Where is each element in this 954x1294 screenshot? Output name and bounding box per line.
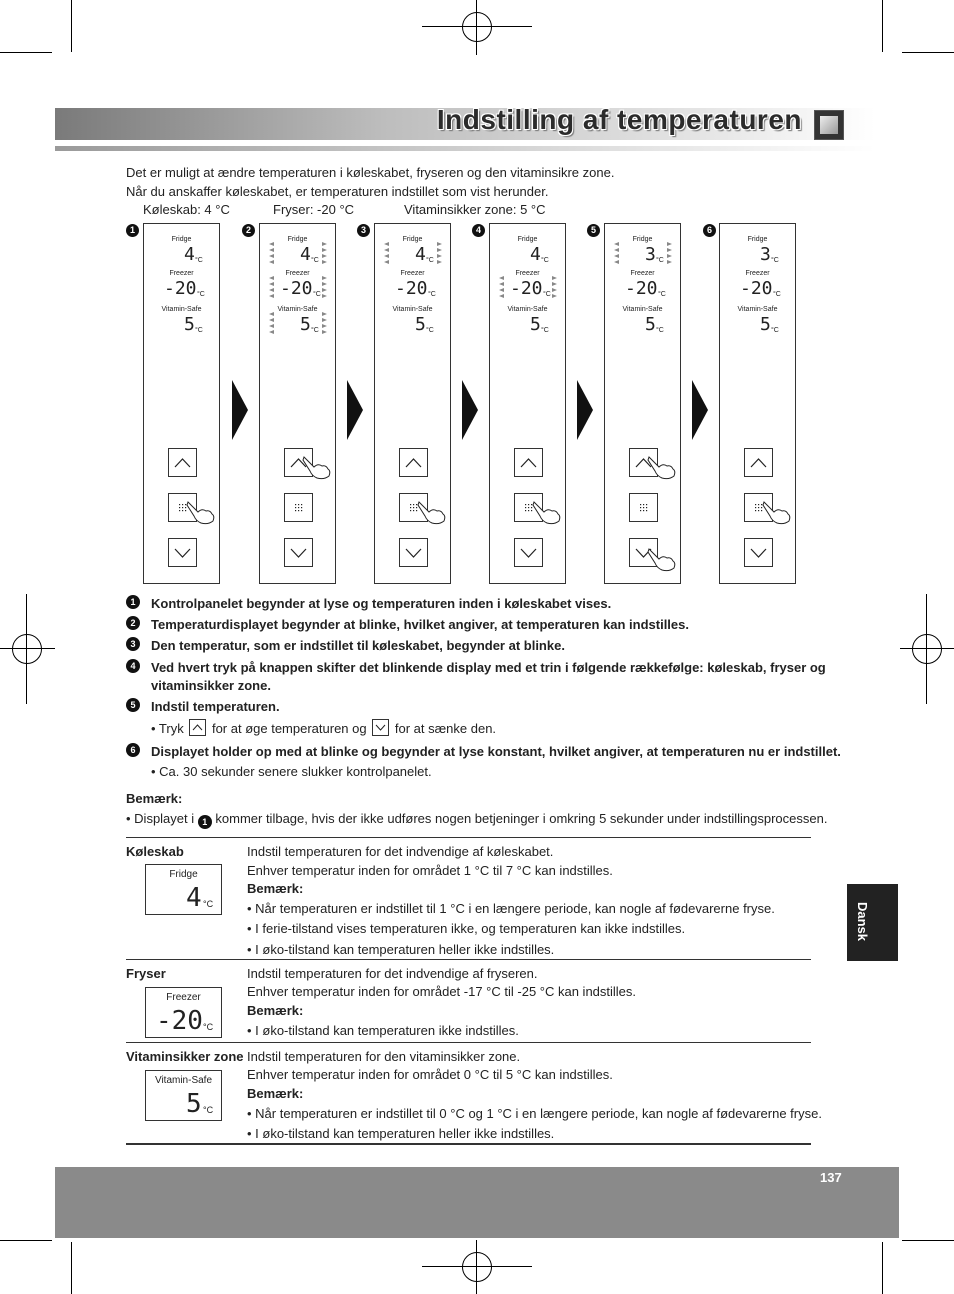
blink-indicator [552, 294, 557, 298]
registration-mark [462, 12, 492, 42]
blink-indicator [322, 282, 327, 286]
step-2-text: Temperaturdisplayet begynder at blinke, hvilket angiver, at temperaturen kan indstilles. [151, 617, 689, 632]
freezer-value: -20 [625, 278, 658, 299]
blink-indicator [552, 282, 557, 286]
blink-indicator [437, 260, 442, 264]
blink-indicator [322, 260, 327, 264]
step-number-1: 1 [126, 595, 140, 609]
control-panel [489, 223, 566, 584]
blink-indicator [384, 260, 389, 264]
fridge-label: Fridge [402, 236, 423, 243]
vitamin-display-box [145, 1070, 222, 1121]
freezer-value: -20 [395, 278, 428, 299]
freezer-unit: °C [428, 291, 436, 298]
control-panel [374, 223, 451, 584]
blink-indicator [269, 282, 274, 286]
blink-indicator [384, 254, 389, 258]
chevron-down-icon [400, 539, 427, 566]
fridge-label: Fridge [632, 236, 653, 243]
vitamin-unit: °C [195, 327, 203, 334]
freezer-note-1: • I øko-tilstand kan temperaturen ikke indstilles. [247, 1023, 519, 1038]
blink-indicator [322, 324, 327, 328]
set-button[interactable] [284, 493, 313, 522]
chevron-down-icon [169, 539, 196, 566]
step-arrow-icon [232, 380, 248, 440]
blink-indicator [667, 260, 672, 264]
step-arrow-icon [577, 380, 593, 440]
up-button-icon [189, 719, 206, 736]
down-button[interactable] [514, 538, 543, 567]
pointing-hand-icon [302, 454, 332, 480]
fridge-desc-1: Indstil temperaturen for det indvendige af køleskabet. [247, 844, 554, 859]
step-5-post: for at sænke den. [394, 721, 497, 736]
up-button[interactable] [399, 448, 428, 477]
panel-step-number: 4 [472, 224, 485, 237]
freezer-value: -20 [740, 278, 773, 299]
registration-mark [0, 648, 55, 649]
vitamin-box-unit: °C [203, 1105, 214, 1115]
freezer-value: -20 [164, 278, 197, 299]
down-button[interactable] [168, 538, 197, 567]
fridge-note-heading: Bemærk: [247, 881, 304, 896]
vitamin-label: Vitamin-Safe [622, 306, 663, 313]
fridge-note-3: • I øko-tilstand kan temperaturen heller ikke indstilles. [247, 942, 555, 957]
fridge-note-1: • Når temperaturen er indstillet til 1 °C i en længere periode, kan nogle af fødevarerne fryse. [247, 901, 775, 916]
crop-mark [882, 1242, 883, 1294]
chevron-down-icon [745, 539, 772, 566]
vitamin-note-2: • I øko-tilstand kan temperaturen heller ikke indstilles. [247, 1126, 555, 1141]
registration-mark [422, 1266, 532, 1267]
freezer-box-unit: °C [203, 1022, 214, 1032]
vitamin-value: 5 [184, 314, 195, 335]
crop-mark [71, 0, 72, 52]
default-vitamin: Vitaminsikker zone: 5 °C [404, 202, 546, 217]
blink-indicator [269, 294, 274, 298]
crop-mark [882, 0, 883, 52]
step-number-3: 3 [126, 637, 140, 651]
fridge-note-2: • I ferie-tilstand vises temperaturen ikke, og temperaturen kan ikke indstilles. [247, 921, 686, 936]
dots-icon [630, 494, 657, 521]
step-number-6: 6 [126, 743, 140, 757]
vitamin-unit: °C [771, 327, 779, 334]
blink-indicator [269, 324, 274, 328]
vitamin-unit: °C [311, 327, 319, 334]
blink-indicator [614, 242, 619, 246]
control-panel [719, 223, 796, 584]
down-button[interactable] [744, 538, 773, 567]
freezer-note-heading: Bemærk: [247, 1003, 304, 1018]
blink-indicator [322, 288, 327, 292]
down-button[interactable] [284, 538, 313, 567]
blink-indicator [499, 282, 504, 286]
fridge-label: Fridge [287, 236, 308, 243]
pointing-hand-icon [647, 546, 677, 572]
table-rule [126, 959, 811, 960]
vitamin-label: Vitamin-Safe [277, 306, 318, 313]
up-button[interactable] [514, 448, 543, 477]
control-panel [259, 223, 336, 584]
title-underline [55, 146, 875, 151]
vitamin-value: 5 [530, 314, 541, 335]
dots-icon [285, 494, 312, 521]
blink-indicator [437, 248, 442, 252]
panel-step-number: 3 [357, 224, 370, 237]
crop-mark [0, 1240, 52, 1241]
fridge-label: Fridge [747, 236, 768, 243]
blink-indicator [269, 276, 274, 280]
fridge-unit: °C [426, 257, 434, 264]
step-number-2: 2 [126, 616, 140, 630]
blink-indicator [667, 254, 672, 258]
freezer-desc-1: Indstil temperaturen for det indvendige af fryseren. [247, 966, 538, 981]
table-rule [126, 837, 811, 838]
panel-step-number: 2 [242, 224, 255, 237]
freezer-unit: °C [313, 291, 321, 298]
fridge-display-box [145, 864, 222, 915]
registration-mark [476, 0, 477, 55]
step-6-subtext: • Ca. 30 sekunder senere slukker kontrolpanelet. [151, 764, 432, 779]
control-panel [143, 223, 220, 584]
panel-step-number: 1 [126, 224, 139, 237]
fridge-unit: °C [771, 257, 779, 264]
language-tab-label: Dansk [855, 902, 870, 942]
up-button[interactable] [744, 448, 773, 477]
blink-indicator [499, 288, 504, 292]
pointing-hand-icon [532, 499, 562, 525]
blink-indicator [322, 242, 327, 246]
blink-indicator [269, 330, 274, 334]
step-number-4: 4 [126, 659, 140, 673]
note-heading: Bemærk: [126, 791, 183, 806]
vitamin-note-heading: Bemærk: [247, 1086, 304, 1101]
step-5-text: Indstil temperaturen. [151, 699, 280, 714]
title-square-icon [814, 110, 844, 140]
vitamin-label: Vitamin-Safe [737, 306, 778, 313]
vitamin-value: 5 [760, 314, 771, 335]
vitamin-unit: °C [541, 327, 549, 334]
blink-indicator [269, 260, 274, 264]
crop-mark [71, 1242, 72, 1294]
blink-indicator [499, 276, 504, 280]
blink-indicator [552, 288, 557, 292]
step-arrow-icon [462, 380, 478, 440]
registration-mark [422, 26, 532, 27]
registration-mark [462, 1252, 492, 1282]
step-3-text: Den temperatur, som er indstillet til køleskabet, begynder at blinke. [151, 638, 565, 653]
note-post: kommer tilbage, hvis der ikke udføres nogen betjeninger i omkring 5 sekunder under indstillingsprocessen. [215, 811, 828, 826]
note-text [126, 810, 827, 829]
table-rule [126, 1042, 811, 1043]
fridge-label: Fridge [517, 236, 538, 243]
language-tab [847, 884, 898, 961]
blink-indicator [322, 276, 327, 280]
step-arrow-icon [692, 380, 708, 440]
fridge-row-name: Køleskab [126, 844, 184, 859]
freezer-label: Freezer [515, 270, 540, 277]
step-5-instructions [151, 719, 496, 737]
intro-line-2: Når du anskaffer køleskabet, er temperaturen indstillet som vist herunder. [126, 184, 549, 199]
freezer-label: Freezer [285, 270, 310, 277]
fridge-unit: °C [195, 257, 203, 264]
footer-bar [55, 1167, 899, 1238]
registration-mark [926, 594, 927, 704]
freezer-unit: °C [658, 291, 666, 298]
step-4-text-cont: vitaminsikker zone. [151, 678, 271, 693]
freezer-value: -20 [280, 278, 313, 299]
blink-indicator [614, 254, 619, 258]
freezer-unit: °C [543, 291, 551, 298]
fridge-unit: °C [311, 257, 319, 264]
freezer-label: Freezer [169, 270, 194, 277]
chevron-down-icon [285, 539, 312, 566]
blink-indicator [614, 260, 619, 264]
blink-indicator [384, 248, 389, 252]
set-button[interactable] [629, 493, 658, 522]
pointing-hand-icon [186, 499, 216, 525]
chevron-up-icon [169, 449, 196, 476]
page-title: Indstilling af temperaturen [436, 104, 802, 135]
vitamin-row-name: Vitaminsikker zone [126, 1049, 244, 1064]
blink-indicator [322, 330, 327, 334]
step-5-mid: for at øge temperaturen og [211, 721, 367, 736]
vitamin-desc-1: Indstil temperaturen for den vitaminsikker zone. [247, 1049, 521, 1064]
vitamin-box-value: 5 [186, 1089, 202, 1119]
freezer-box-label: Freezer [166, 992, 201, 1003]
blink-indicator [322, 254, 327, 258]
step-4-text: Ved hvert tryk på knappen skifter det blinkende display med et trin i følgende rækkefølge: køleskab, fryser og [151, 660, 826, 675]
step-1-text: Kontrolpanelet begynder at lyse og temperaturen inden i køleskabet vises. [151, 596, 612, 611]
freezer-label: Freezer [745, 270, 770, 277]
registration-mark [912, 634, 942, 664]
fridge-value: 4 [300, 244, 311, 265]
fridge-value: 4 [530, 244, 541, 265]
blink-indicator [499, 294, 504, 298]
freezer-row-name: Fryser [126, 966, 166, 981]
blink-indicator [269, 254, 274, 258]
blink-indicator [269, 288, 274, 292]
control-panel [604, 223, 681, 584]
registration-mark [900, 648, 954, 649]
blink-indicator [322, 312, 327, 316]
pointing-hand-icon [762, 499, 792, 525]
vitamin-box-label: Vitamin-Safe [154, 1075, 213, 1086]
pointing-hand-icon [417, 499, 447, 525]
panel-step-number: 6 [703, 224, 716, 237]
freezer-display-box [145, 987, 222, 1038]
fridge-value: 4 [184, 244, 195, 265]
panel-step-number: 5 [587, 224, 600, 237]
page-number: 137 [820, 1170, 842, 1185]
registration-mark [12, 634, 42, 664]
chevron-down-icon [515, 539, 542, 566]
freezer-desc-2: Enhver temperatur inden for området -17 °C til -25 °C kan indstilles. [247, 984, 637, 999]
freezer-value: -20 [510, 278, 543, 299]
registration-mark [476, 1240, 477, 1294]
blink-indicator [437, 254, 442, 258]
blink-indicator [269, 242, 274, 246]
chevron-up-icon [400, 449, 427, 476]
registration-mark [26, 594, 27, 704]
blink-indicator [322, 294, 327, 298]
blink-indicator [614, 248, 619, 252]
crop-mark [902, 52, 954, 53]
intro-line-1: Det er muligt at ændre temperaturen i køleskabet, fryseren og den vitaminsikre zone. [126, 165, 615, 180]
blink-indicator [322, 248, 327, 252]
fridge-unit: °C [656, 257, 664, 264]
fridge-box-unit: °C [203, 899, 214, 909]
crop-mark [0, 52, 52, 53]
vitamin-value: 5 [415, 314, 426, 335]
blink-indicator [667, 242, 672, 246]
freezer-box-value: -20 [156, 1006, 203, 1036]
note-pre: • Displayet i [126, 811, 195, 826]
pointing-hand-icon [647, 454, 677, 480]
fridge-value: 3 [760, 244, 771, 265]
down-button[interactable] [399, 538, 428, 567]
crop-mark [902, 1240, 954, 1241]
blink-indicator [384, 242, 389, 246]
vitamin-label: Vitamin-Safe [507, 306, 548, 313]
blink-indicator [552, 276, 557, 280]
vitamin-desc-2: Enhver temperatur inden for området 0 °C til 5 °C kan indstilles. [247, 1067, 613, 1082]
blink-indicator [667, 248, 672, 252]
step-arrow-icon [347, 380, 363, 440]
blink-indicator [269, 318, 274, 322]
fridge-value: 4 [415, 244, 426, 265]
freezer-unit: °C [773, 291, 781, 298]
step-5-pre: • Tryk [151, 721, 184, 736]
vitamin-note-1: • Når temperaturen er indstillet til 0 °C og 1 °C i en længere periode, kan nogle af fødevarerne fryse. [247, 1106, 822, 1121]
step-number-5: 5 [126, 698, 140, 712]
blink-indicator [437, 242, 442, 246]
fridge-desc-2: Enhver temperatur inden for området 1 °C til 7 °C kan indstilles. [247, 863, 613, 878]
fridge-value: 3 [645, 244, 656, 265]
blink-indicator [322, 318, 327, 322]
vitamin-value: 5 [300, 314, 311, 335]
fridge-box-value: 4 [186, 883, 202, 913]
vitamin-value: 5 [645, 314, 656, 335]
default-freezer: Fryser: -20 °C [273, 202, 355, 217]
vitamin-label: Vitamin-Safe [161, 306, 202, 313]
chevron-up-icon [745, 449, 772, 476]
table-bottom-rule [126, 1143, 811, 1145]
freezer-label: Freezer [400, 270, 425, 277]
vitamin-unit: °C [426, 327, 434, 334]
step-number-ref-1: 1 [198, 815, 212, 829]
step-6-text: Displayet holder op med at blinke og begynder at lyse konstant, hvilket angiver, at temperaturen nu er indstillet. [151, 744, 841, 759]
blink-indicator [269, 248, 274, 252]
freezer-label: Freezer [630, 270, 655, 277]
fridge-unit: °C [541, 257, 549, 264]
up-button[interactable] [168, 448, 197, 477]
chevron-up-icon [515, 449, 542, 476]
default-fridge: Køleskab: 4 °C [143, 202, 230, 217]
vitamin-label: Vitamin-Safe [392, 306, 433, 313]
fridge-label: Fridge [171, 236, 192, 243]
freezer-unit: °C [197, 291, 205, 298]
blink-indicator [269, 312, 274, 316]
down-button-icon [372, 719, 389, 736]
fridge-box-label: Fridge [169, 869, 198, 880]
vitamin-unit: °C [656, 327, 664, 334]
